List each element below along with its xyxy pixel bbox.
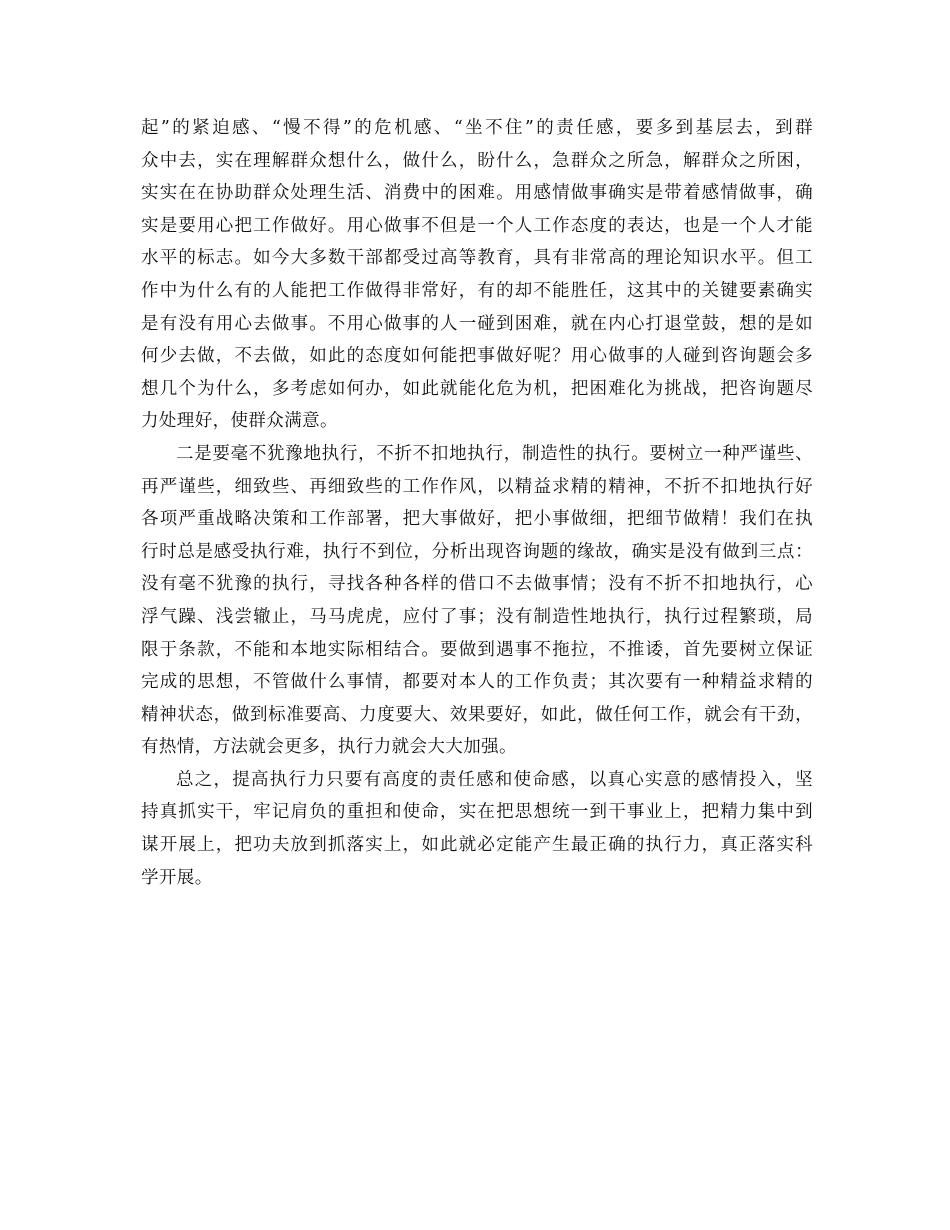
text-line: 谋开展上，把功夫放到抓落实上，如此就必定能产生最正确的执行力，真正落实科 <box>141 835 813 856</box>
text-line: 再严谨些，细致些、再细致些的工作作风，以精益求精的精神，不折不扣地执行好 <box>141 476 813 497</box>
text-line: 想几个为什么，多考虑如何办，如此就能化危为机，把困难化为挑战，把咨询题尽 <box>141 378 813 399</box>
text-line: 限于条款，不能和本地实际相结合。要做到遇事不拖拉，不推诿，首先要树立保证 <box>141 639 813 660</box>
text-line: 浮气躁、浅尝辙止，马马虎虎，应付了事；没有制造性地执行，执行过程繁琐，局 <box>141 606 813 627</box>
paragraph-2 <box>141 438 813 764</box>
text-line: 二是要毫不犹豫地执行，不折不扣地执行，制造性的执行。要树立一种严谨些、 <box>176 443 813 464</box>
text-line: 有热情，方法就会更多，执行力就会大大加强。 <box>141 737 517 758</box>
text-line: 学开展。 <box>141 867 213 888</box>
text-line: 是有没有用心去做事。不用心做事的人一碰到困难，就在内心打退堂鼓，想的是如 <box>141 313 813 334</box>
paragraph-1 <box>141 112 813 438</box>
text-line: 总之，提高执行力只要有高度的责任感和使命感，以真心实意的感情投入，坚 <box>176 769 813 790</box>
text-line: 没有毫不犹豫的执行，寻找各种各样的借口不去做事情；没有不折不扣地执行，心 <box>141 574 813 595</box>
text-line: 完成的思想，不管做什么事情，都要对本人的工作负责；其次要有一种精益求精的 <box>141 672 813 693</box>
paragraph-3 <box>141 764 813 894</box>
text-line: 精神状态，做到标准要高、力度要大、效果要好，如此，做任何工作，就会有干劲， <box>141 704 813 725</box>
text-line: 何少去做，不去做，如此的态度如何能把事做好呢？用心做事的人碰到咨询题会多 <box>141 346 813 367</box>
text-line: 起”的紧迫感、“慢不得”的危机感、“坐不住”的责任感，要多到基层去，到群 <box>141 118 813 138</box>
text-line: 水平的标志。如今大多数干部都受过高等教育，具有非常高的理论知识水平。但工 <box>141 248 813 269</box>
text-line: 众中去，实在理解群众想什么，做什么，盼什么，急群众之所急，解群众之所困， <box>141 150 813 171</box>
text-line: 各项严重战略决策和工作部署，把大事做好，把小事做细，把细节做精！我们在执 <box>141 509 813 530</box>
text-line: 行时总是感受执行难，执行不到位，分析出现咨询题的缘故，确实是没有做到三点： <box>141 541 813 562</box>
text-line: 作中为什么有的人能把工作做得非常好，有的却不能胜任，这其中的关键要素确实 <box>141 280 813 301</box>
text-line: 力处理好，使群众满意。 <box>141 411 338 432</box>
text-line: 实实在在协助群众处理生活、消费中的困难。用感情做事确实是带着感情做事，确 <box>141 183 813 204</box>
text-line: 实是要用心把工作做好。用心做事不但是一个人工作态度的表达，也是一个人才能 <box>141 215 813 236</box>
text-line: 持真抓实干，牢记肩负的重担和使命，实在把思想统一到干事业上，把精力集中到 <box>141 802 813 823</box>
document-body <box>141 112 813 894</box>
